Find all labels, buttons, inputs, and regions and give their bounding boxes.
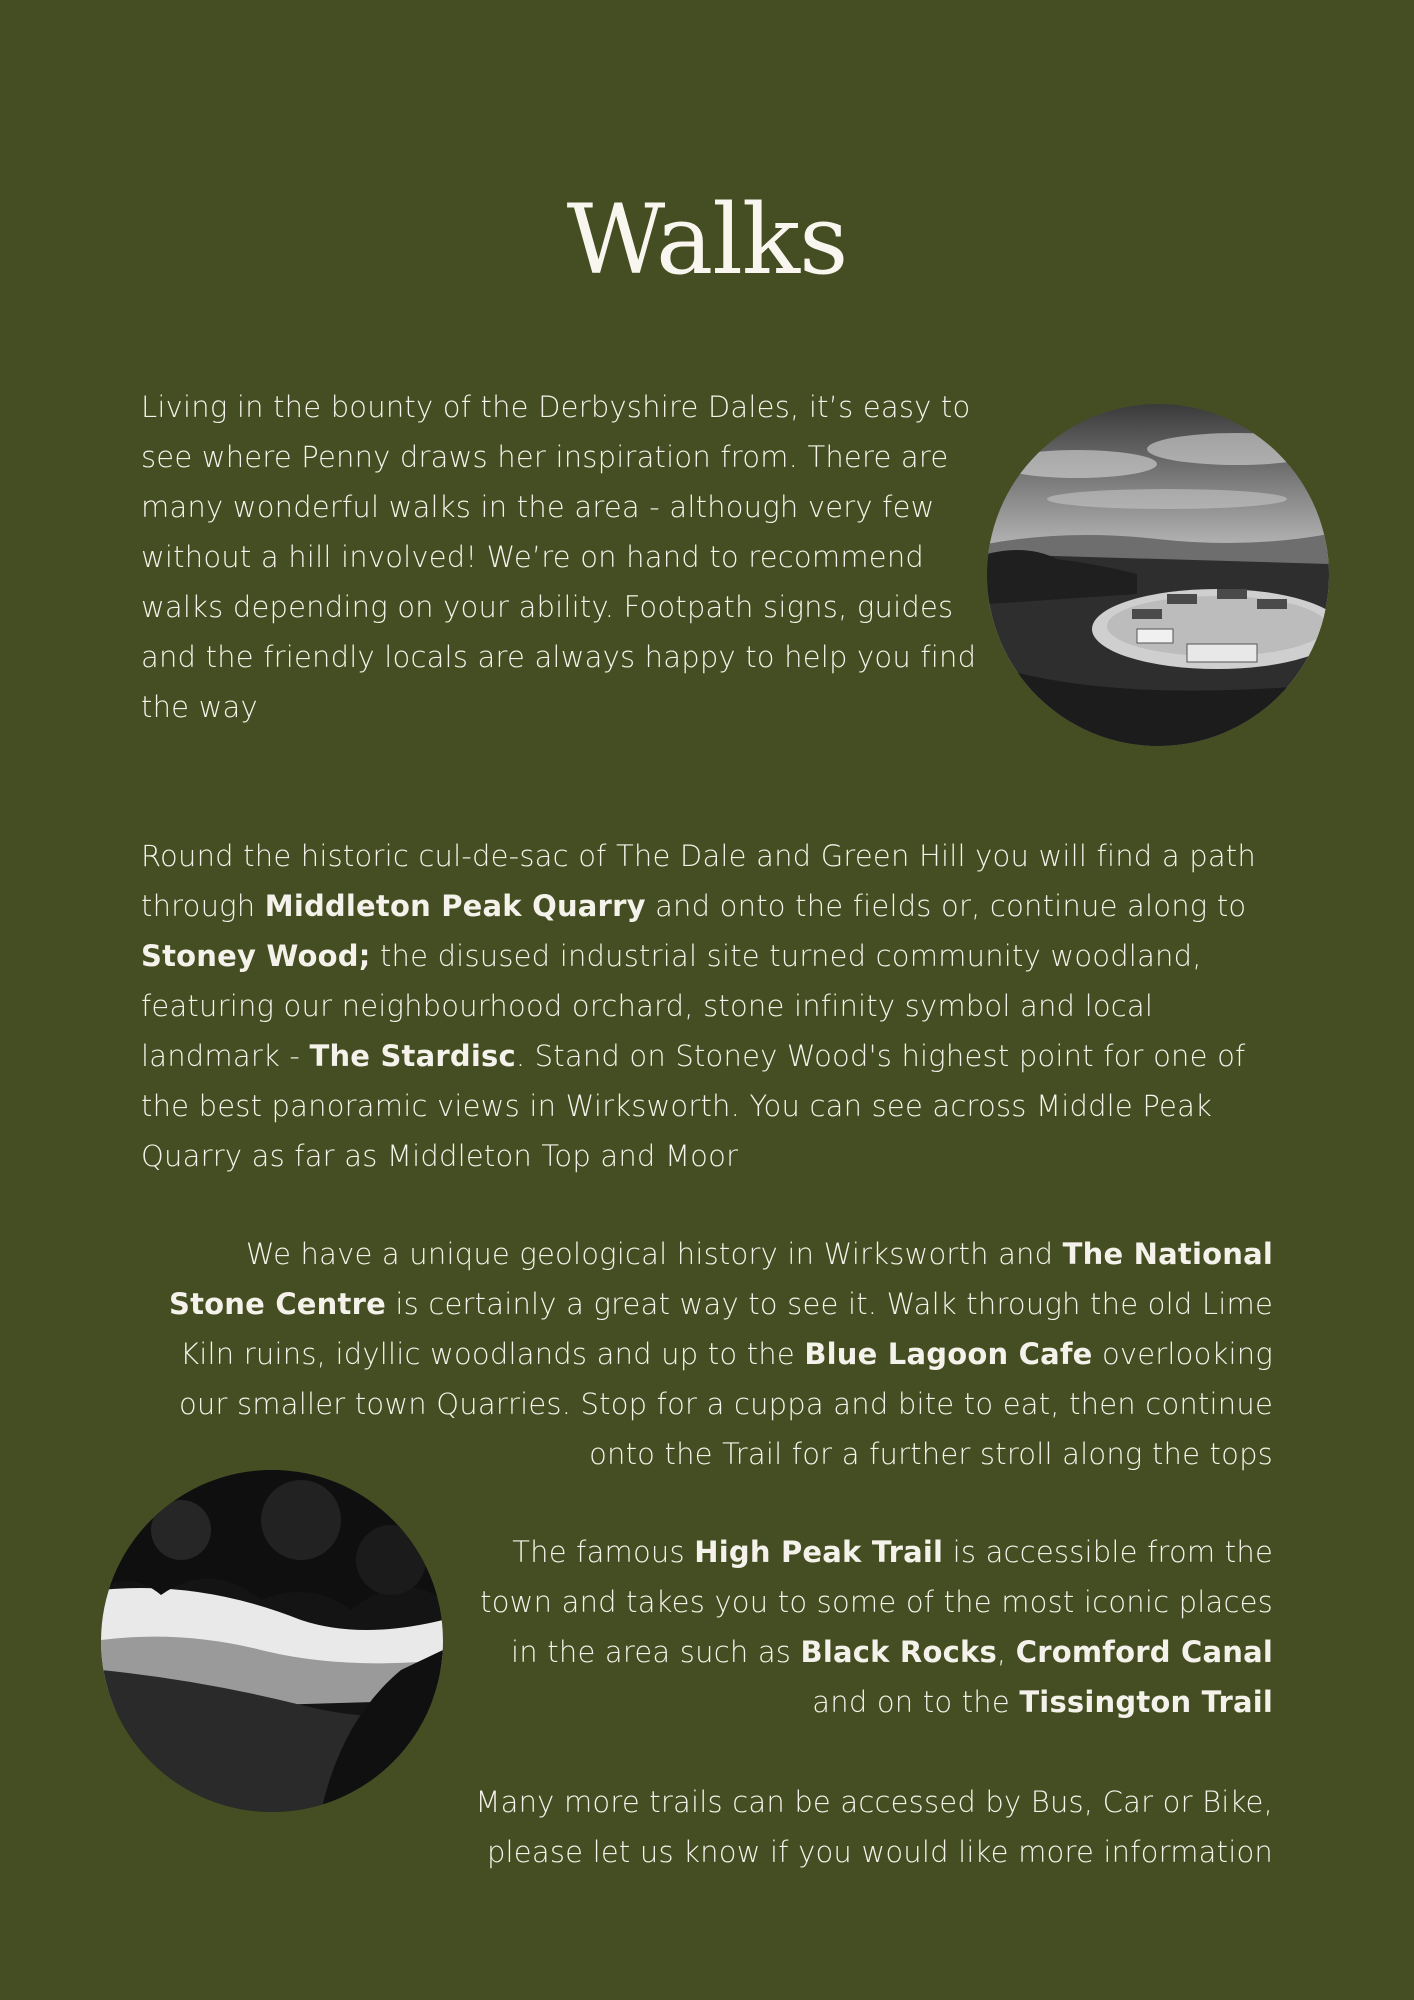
text-segment: . Stand on Stoney Wood's highest point for one of the best panoramic views in Wirksworth. You can see across Middle Peak Quarry as far as Middleton Top and Moor bbox=[141, 1039, 1246, 1173]
more-trails-paragraph: Many more trails can be accessed by Bus, Car or Bike, please let us know if you would like more information bbox=[475, 1785, 1273, 1869]
stoney-wood-paragraph bbox=[141, 831, 1271, 1181]
woodland-view-photo bbox=[101, 1470, 443, 1812]
text-segment: We have a unique geological history in Wirksworth and bbox=[245, 1237, 1063, 1271]
text-segment: and on to the bbox=[812, 1685, 1020, 1719]
national-stone-centre-label: The National Stone Centre bbox=[169, 1237, 1273, 1321]
text-segment: The famous bbox=[512, 1535, 695, 1569]
text-segment: , bbox=[996, 1635, 1016, 1669]
cromford-canal-label: Cromford Canal bbox=[1015, 1635, 1273, 1669]
text-segment: the disused industrial site turned community woodland, featuring our neighbourhood orchard, stone infinity symbol and local landmark - bbox=[141, 939, 1202, 1073]
blue-lagoon-cafe-label: Blue Lagoon Cafe bbox=[804, 1337, 1093, 1371]
text-segment: overlooking our smaller town Quarries. Stop for a cuppa and bite to eat, then continue onto the Trail for a further stroll along the tops bbox=[178, 1337, 1273, 1471]
text-segment: is certainly a great way to see it. Walk through the old Lime Kiln ruins, idyllic woodlands and up to the bbox=[180, 1287, 1273, 1371]
intro-paragraph: Living in the bounty of the Derbyshire Dales, it’s easy to see where Penny draws her inspiration from. There are many wonderful walks in the area - although very few without a hill involved! We’re on hand to recommend walks depending on your ability. Footpath signs, guides and the friendly locals are always happy to help you find the way bbox=[141, 390, 977, 724]
stardisc-label: The Stardisc bbox=[309, 1039, 516, 1073]
stardisc-photo bbox=[987, 404, 1329, 746]
stoney-wood-label: Stoney Wood; bbox=[141, 939, 371, 973]
stone-centre-paragraph bbox=[143, 1229, 1273, 1479]
text-segment: Round the historic cul-de-sac of The Dale and Green Hill you will find a path through bbox=[141, 839, 1256, 923]
black-rocks-label: Black Rocks bbox=[800, 1635, 997, 1669]
high-peak-trail-label: High Peak Trail bbox=[694, 1535, 944, 1569]
middleton-peak-quarry-label: Middleton Peak Quarry bbox=[264, 889, 646, 923]
page-title: Walks bbox=[566, 184, 848, 297]
tissington-trail-label: Tissington Trail bbox=[1019, 1685, 1273, 1719]
text-segment: is accessible from the town and takes you to some of the most iconic places in the area such as bbox=[480, 1535, 1273, 1669]
text-segment: and onto the fields or, continue along to bbox=[645, 889, 1247, 923]
high-peak-trail-paragraph bbox=[473, 1527, 1273, 1727]
